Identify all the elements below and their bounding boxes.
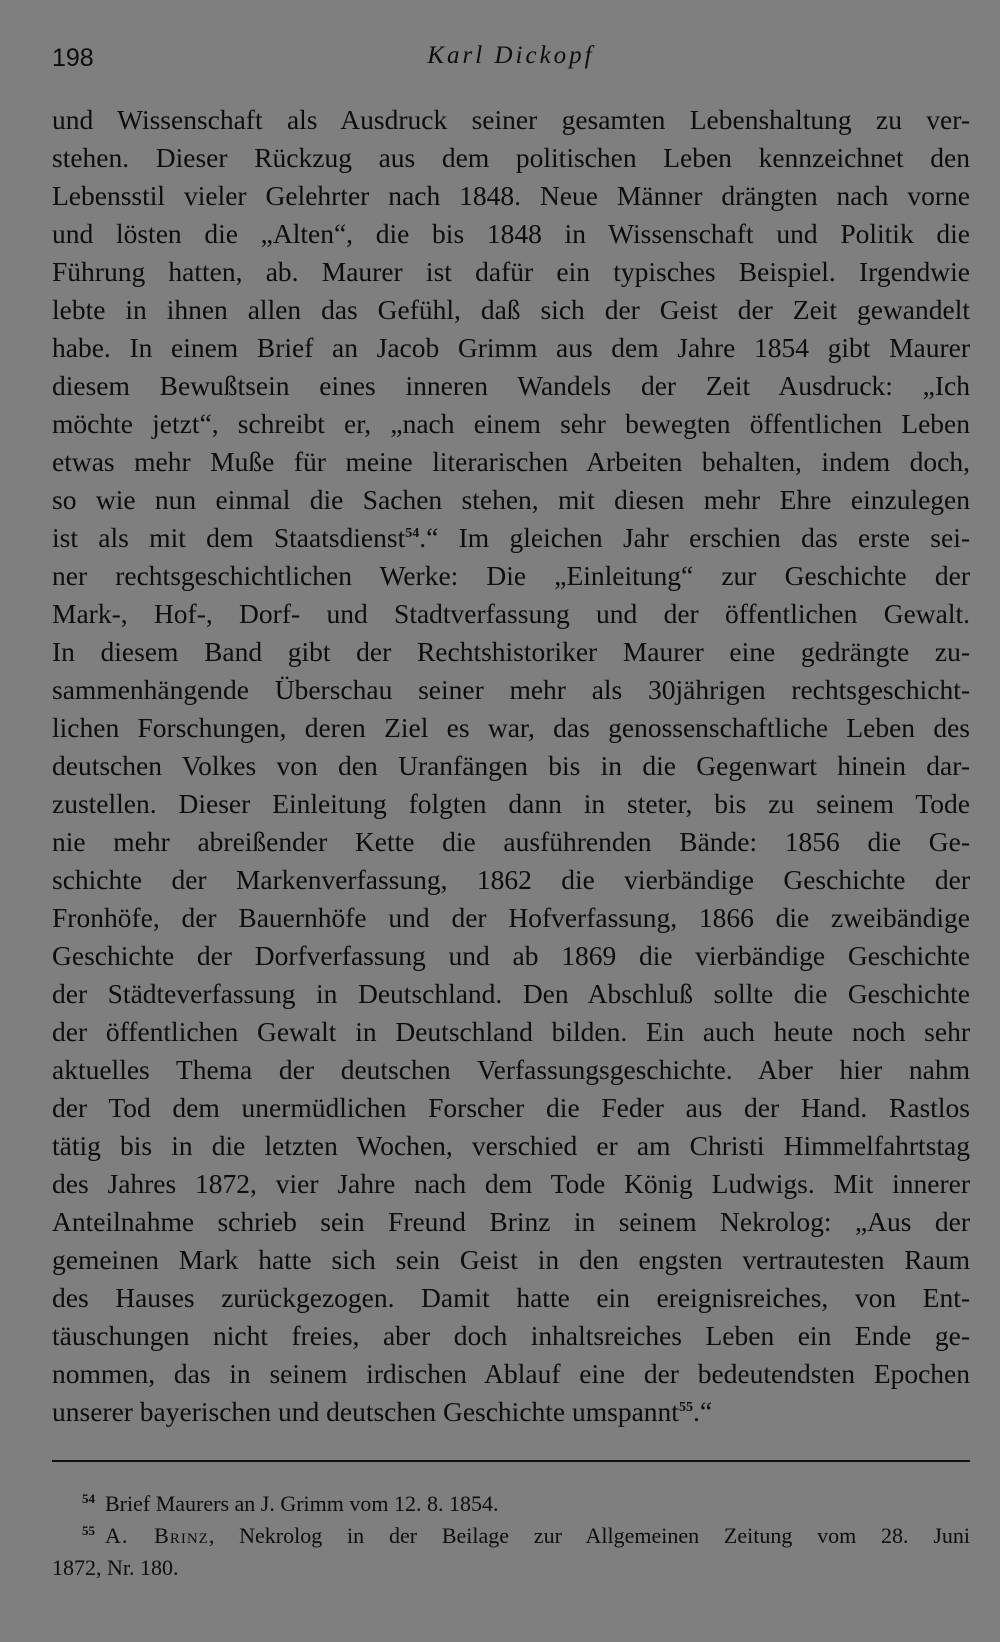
text-line: lichen Forschungen, deren Ziel es war, das genossenschaftliche Leben des: [52, 712, 970, 743]
text-line: Fronhöfe, der Bauernhöfe und der Hofverfassung, 1866 die zweibändige: [52, 902, 970, 933]
text-line: sammenhängende Überschau seiner mehr als 30jährigen rechtsgeschicht-: [52, 674, 970, 705]
text-line: Anteilnahme schrieb sein Freund Brinz in seinem Nekrolog: „Aus der: [52, 1206, 970, 1237]
footnote-author: A. Brinz: [105, 1523, 209, 1548]
text-line: aktuelles Thema der deutschen Verfassungsgeschichte. Aber hier nahm: [52, 1054, 970, 1085]
text-line: etwas mehr Muße für meine literarischen Arbeiten behalten, indem doch,: [52, 446, 970, 477]
text-line: des Hauses zurückgezogen. Damit hatte ein ereignisreiches, von Ent-: [52, 1282, 970, 1313]
text-line: diesem Bewußtsein eines inneren Wandels der Zeit Ausdruck: „Ich: [52, 370, 970, 401]
text-line: gemeinen Mark hatte sich sein Geist in den engsten vertrautesten Raum: [52, 1244, 970, 1275]
text-line: lebte in ihnen allen das Gefühl, daß sich der Geist der Zeit gewandelt: [52, 294, 970, 325]
footnotes: [52, 1488, 970, 1584]
text-line: so wie nun einmal die Sachen stehen, mit diesen mehr Ehre einzulegen: [52, 484, 970, 515]
footnote-marker: 55: [82, 1522, 95, 1538]
text-line: stehen. Dieser Rückzug aus dem politischen Leben kennzeichnet den: [52, 142, 970, 173]
text-line: schichte der Markenverfassung, 1862 die vierbändige Geschichte der: [52, 864, 970, 895]
footnote-marker: 54: [82, 1490, 95, 1506]
text-line: der Tod dem unermüdlichen Forscher die Feder aus der Hand. Rastlos: [52, 1092, 970, 1123]
text-line: tätig bis in die letzten Wochen, verschied er am Christi Himmelfahrtstag: [52, 1130, 970, 1161]
line-text: unserer bayerischen und deutschen Geschichte umspannt: [52, 1396, 679, 1427]
running-head: Karl Dickopf: [427, 42, 595, 69]
text-line-with-footnote-ref: [52, 519, 970, 557]
text-line: des Jahres 1872, vier Jahre nach dem Tode König Ludwigs. Mit innerer: [52, 1168, 970, 1199]
page-number: 198: [52, 44, 94, 72]
text-line: Geschichte der Dorfverfassung und ab 1869 die vierbändige Geschichte: [52, 940, 970, 971]
text-line: Führung hatten, ab. Maurer ist dafür ein typisches Beispiel. Irgendwie: [52, 256, 970, 287]
footnote-55-continuation: 1872, Nr. 180.: [52, 1555, 179, 1580]
text-line: und lösten die „Alten“, die bis 1848 in Wissenschaft und Politik die: [52, 218, 970, 249]
footnote-55: [52, 1520, 970, 1552]
line-text: .“: [692, 1396, 713, 1427]
text-line: habe. In einem Brief an Jacob Grimm aus dem Jahre 1854 gibt Maurer: [52, 332, 970, 363]
text-line: der öffentlichen Gewalt in Deutschland bilden. Ein auch heute noch sehr: [52, 1016, 970, 1047]
footnote-54: [52, 1488, 970, 1520]
text-line: nie mehr abreißender Kette die ausführenden Bände: 1856 die Ge-: [52, 826, 970, 857]
footnote-divider: [52, 1460, 970, 1462]
text-line: In diesem Band gibt der Rechtshistoriker Maurer eine gedrängte zu-: [52, 636, 970, 667]
footnote-text: , Nekrolog in der Beilage zur Allgemeinen Zeitung vom 28. Juni: [208, 1523, 970, 1548]
text-line: ner rechtsgeschichtlichen Werke: Die „Einleitung“ zur Geschichte der: [52, 560, 970, 591]
text-line: deutschen Volkes von den Uranfängen bis in die Gegenwart hinein dar-: [52, 750, 970, 781]
text-line-with-footnote-ref: [52, 1393, 970, 1431]
body-text: [52, 101, 970, 1431]
text-line: und Wissenschaft als Ausdruck seiner gesamten Lebenshaltung zu ver-: [52, 104, 970, 135]
text-line: der Städteverfassung in Deutschland. Den Abschluß sollte die Geschichte: [52, 978, 970, 1009]
text-line: zustellen. Dieser Einleitung folgten dann in steter, bis zu seinem Tode: [52, 788, 970, 819]
text-line: möchte jetzt“, schreibt er, „nach einem sehr bewegten öffentlichen Leben: [52, 408, 970, 439]
text-line: täuschungen nicht freies, aber doch inhaltsreiches Leben ein Ende ge-: [52, 1320, 970, 1351]
text-line: Lebensstil vieler Gelehrter nach 1848. Neue Männer drängten nach vorne: [52, 180, 970, 211]
page-header: [52, 40, 970, 76]
footnote-ref-55[interactable]: 55: [678, 1399, 693, 1415]
line-text: .“ Im gleichen Jahr erschien das erste sei-: [419, 522, 970, 553]
footnote-ref-54[interactable]: 54: [405, 525, 420, 541]
footnote-text: Brief Maurers an J. Grimm vom 12. 8. 1854.: [105, 1491, 499, 1516]
text-line: nommen, das in seinem irdischen Ablauf eine der bedeutendsten Epochen: [52, 1358, 970, 1389]
text-line: Mark-, Hof-, Dorf- und Stadtverfassung und der öffentlichen Gewalt.: [52, 598, 970, 629]
line-text: ist als mit dem Staatsdienst: [52, 522, 406, 553]
